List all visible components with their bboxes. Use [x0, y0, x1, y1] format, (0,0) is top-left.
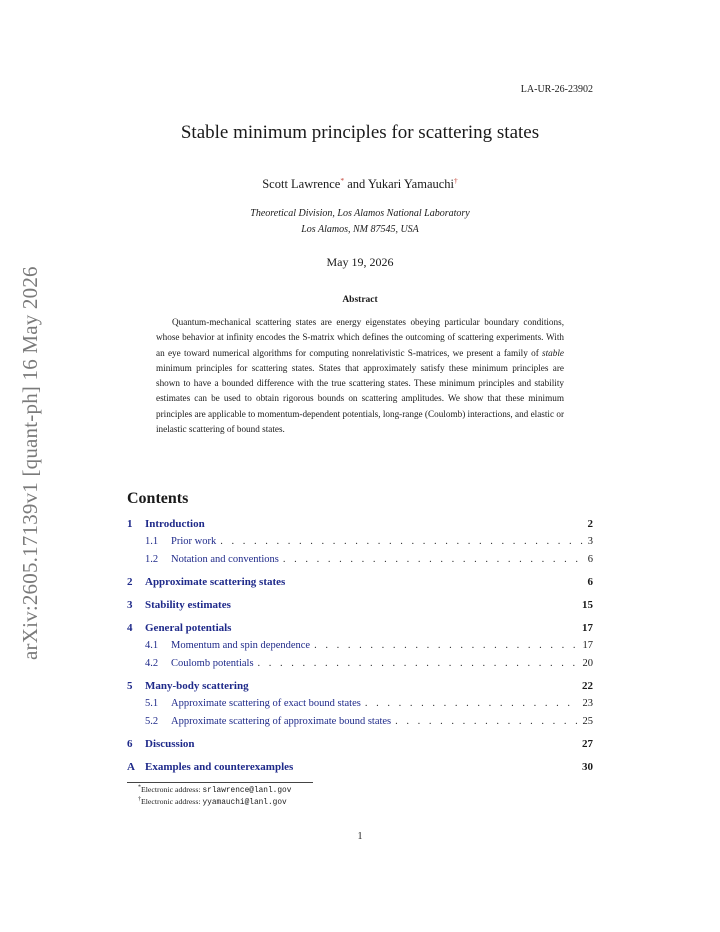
toc-title[interactable]: General potentials: [145, 622, 232, 634]
toc-page[interactable]: 25: [582, 716, 593, 727]
toc-title[interactable]: Approximate scattering of approximate bound states: [171, 716, 392, 727]
toc-page[interactable]: 17: [582, 640, 593, 651]
toc-page[interactable]: 27: [582, 738, 593, 750]
author-line: [0, 177, 720, 192]
toc-page[interactable]: 17: [582, 622, 593, 634]
footnote-marker[interactable]: †: [454, 175, 458, 185]
paper-date: May 19, 2026: [326, 255, 394, 269]
toc-page[interactable]: 15: [582, 599, 593, 611]
toc-entry-approximate-scattering-states[interactable]: 2 Approximate scattering states 6: [127, 576, 593, 588]
toc-title[interactable]: Approximate scattering of exact bound states: [171, 698, 361, 709]
footnote: *Electronic address: srlawrence@lanl.gov: [138, 784, 292, 795]
toc-entry-coulomb[interactable]: 4.2 Coulomb potentials . . . 20: [127, 658, 593, 669]
toc-entry-appendix-examples[interactable]: A Examples and counterexamples 30: [127, 761, 593, 773]
page-number: 1: [357, 831, 363, 842]
toc-entry-many-body[interactable]: 5 Many-body scattering 22: [127, 680, 593, 692]
abstract-heading: Abstract: [342, 295, 378, 305]
toc-entry-stability-estimates[interactable]: 3 Stability estimates 15: [127, 599, 593, 611]
footnote-marker[interactable]: *: [340, 175, 345, 185]
affiliation-line: Theoretical Division, Los Alamos National Laboratory: [250, 208, 470, 219]
toc-page[interactable]: 23: [582, 698, 593, 709]
toc-page[interactable]: 6: [587, 576, 593, 588]
toc-entry-notation[interactable]: 1.2 Notation and conventions . . . 6: [127, 554, 593, 565]
toc-page[interactable]: 3: [587, 536, 593, 547]
footnote: †Electronic address: yyamauchi@lanl.gov: [138, 796, 287, 807]
toc-entry-momentum-spin[interactable]: 4.1 Momentum and spin dependence . . . 17: [127, 640, 593, 651]
abstract-paragraph: Quantum-mechanical scattering states are energy eigenstates obeying particular boundary conditions, whose behavior at infinity encodes the S-matrix which defines the outcoming of scattering experiments. With an eye toward numerical algorithms for computing nonrelativistic S-matrices, we present a family of stable minimum principles for scattering states. States that approximately satisfy these minimum principles are shown to have a bounded difference with the true scattering states. These minimum principles and stability estimates can be used to obtain rigorous bounds on scattering amplitudes. We show that these minimum principles are applicable to momentum-dependent potentials, long-range (Coulomb) interactions, and elastic or inelastic scattering of bound states.: [156, 317, 564, 435]
report-number: LA-UR-26-23902: [520, 84, 593, 95]
author-name: Scott Lawrence: [262, 177, 341, 191]
toc-entry-exact-bound[interactable]: 5.1 Approximate scattering of exact bound states . . . 23: [127, 698, 593, 709]
paper-title: Stable minimum principles for scattering states: [180, 122, 540, 143]
abstract-emphasis: stable: [542, 347, 564, 358]
toc-page[interactable]: 20: [582, 658, 593, 669]
author-conjunction: and: [347, 177, 366, 191]
toc-page[interactable]: 6: [587, 554, 593, 565]
contents-heading: Contents: [127, 490, 189, 507]
abstract-body: [156, 315, 564, 437]
toc-entry-general-potentials[interactable]: 4 General potentials 17: [127, 622, 593, 634]
toc-title[interactable]: Many-body scattering: [145, 680, 249, 692]
toc-title[interactable]: Coulomb potentials: [171, 658, 254, 669]
affiliation-line: Los Alamos, NM 87545, USA: [301, 224, 419, 235]
arxiv-identifier-stamp: arXiv:2605.17139v1 [quant-ph] 16 May 2026: [18, 266, 42, 660]
toc-entry-introduction[interactable]: 1 Introduction 2: [127, 518, 593, 530]
toc-page[interactable]: 30: [582, 761, 593, 773]
email-link[interactable]: srlawrence@lanl.gov: [202, 787, 292, 795]
toc-title[interactable]: Examples and counterexamples: [145, 761, 294, 773]
toc-title[interactable]: Approximate scattering states: [145, 576, 286, 588]
toc-title[interactable]: Notation and conventions: [171, 554, 279, 565]
toc-page[interactable]: 22: [582, 680, 593, 692]
email-link[interactable]: yyamauchi@lanl.gov: [202, 799, 287, 807]
toc-title[interactable]: Momentum and spin dependence: [171, 640, 311, 651]
affiliation: [0, 206, 720, 238]
toc-title[interactable]: Stability estimates: [145, 599, 231, 611]
author-name: Yukari Yamauchi: [367, 177, 455, 191]
toc-page[interactable]: 2: [587, 518, 593, 530]
toc-title[interactable]: Prior work: [171, 536, 217, 547]
toc-title[interactable]: Introduction: [145, 518, 205, 530]
toc-title[interactable]: Discussion: [145, 738, 195, 750]
footnote-rule: [127, 782, 313, 783]
toc-entry-discussion[interactable]: 6 Discussion 27: [127, 738, 593, 750]
toc-entry-approximate-bound[interactable]: 5.2 Approximate scattering of approximate bound states . . . 25: [127, 716, 593, 727]
toc-entry-prior-work[interactable]: 1.1 Prior work . . . 3: [127, 536, 593, 547]
